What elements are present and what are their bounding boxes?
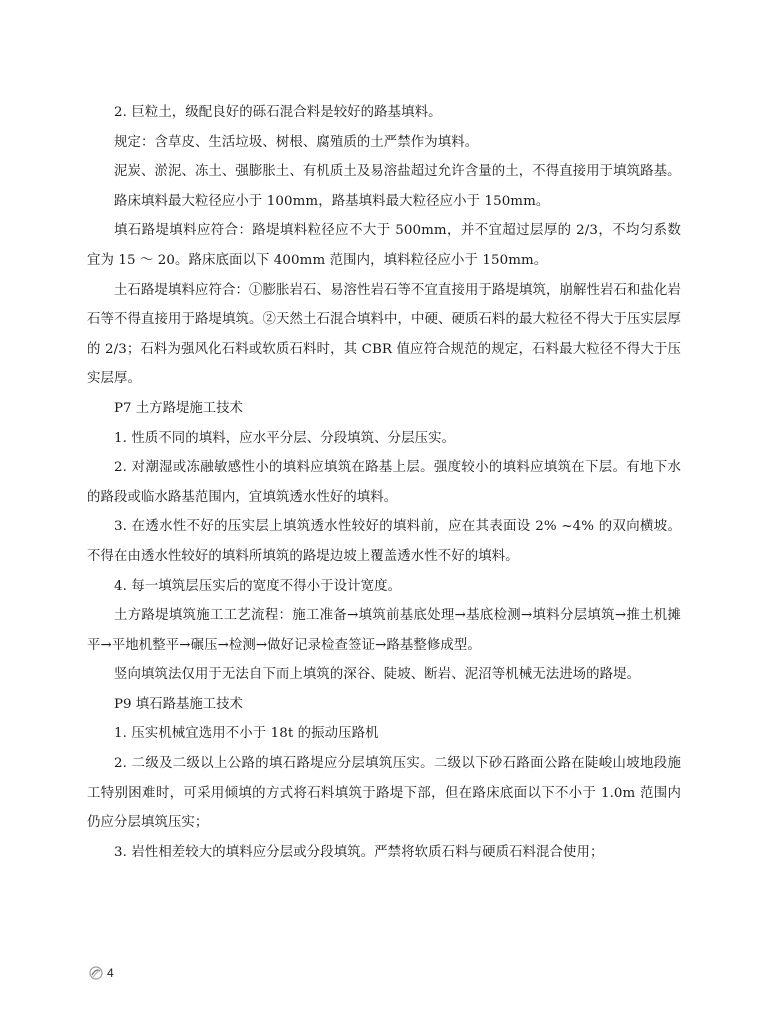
paragraph: 4. 每一填筑层压实后的宽度不得小于设计宽度。	[114, 578, 402, 594]
page-number: 4	[107, 966, 114, 980]
paragraph: 路床填料最大粒径应小于 100mm，路基填料最大粒径应小于 150mm。	[114, 193, 550, 209]
paragraph: 竖向填筑法仅用于无法自下而上填筑的深谷、陡坡、断岩、泥沼等机械无法进场的路堤。	[114, 667, 641, 683]
paragraph: 1. 性质不同的填料，应水平分层、分段填筑、分层压实。	[114, 430, 456, 446]
paragraph: 填石路堤填料应符合：路堤填料粒径应不大于 500mm，并不宜超过层厚的 2/3，不均匀系数宜为 15 ～ 20。路床底面以下 400mm 范围内，填料粒径应小于 150mm。	[87, 223, 681, 268]
paragraph: 2. 巨粒土，级配良好的砾石混合料是较好的路基填料。	[114, 105, 442, 120]
paragraph: 2. 二级及二级以上公路的填石路堤应分层填筑压实。二级以下砂石路面公路在陡峻山坡地段施工特别困难时，可采用倾填的方式将石料填筑于路堤下部，但在路床底面以下不小于 1.0m 范围内仍应分层填筑压实；	[87, 756, 681, 831]
paragraph: 泥炭、淤泥、冻土、强膨胀土、有机质土及易溶盐超过允许含量的土，不得直接用于填筑路基。	[114, 164, 681, 180]
paragraph: 土方路堤填筑施工工艺流程：施工准备→填筑前基底处理→基底检测→填料分层填筑→推土机摊平→平地机整平→碾压→检测→做好记录检查签证→路基整修成型。	[87, 608, 681, 653]
document-body	[87, 98, 681, 867]
paragraph: 2. 对潮湿或冻融敏感性小的填料应填筑在路基上层。强度较小的填料应填筑在下层。有地下水的路段或临水路基范围内，宜填筑透水性好的填料。	[87, 460, 681, 505]
paragraph: 规定：含草皮、生活垃圾、树根、腐殖质的土严禁作为填料。	[114, 134, 479, 150]
paragraph: 3. 岩性相差较大的填料应分层或分段填筑。严禁将软质石料与硬质石料混合使用；	[114, 844, 604, 860]
section-heading: P9 填石路基施工技术	[114, 696, 243, 712]
paragraph: 3. 在透水性不好的压实层上填筑透水性较好的填料前，应在其表面设 2% ~4% 的双向横坡。不得在由透水性较好的填料所填筑的路堤边坡上覆盖透水性不好的填料。	[87, 519, 681, 564]
paragraph: 土石路堤填料应符合：①膨胀岩石、易溶性岩石等不宜直接用于路堤填筑，崩解性岩石和盐化岩石等不得直接用于路堤填筑。②天然土石混合填料中，中硬、硬质石料的最大粒径不得大于压实层厚的 2/3；石料为强风化石料或软质石料时，其 CBR 值应符合规范的规定，石料最大粒径不得大于压实层厚。	[87, 282, 681, 387]
paragraph: 1. 压实机械宜选用不小于 18t 的振动压路机	[114, 726, 379, 742]
page-footer	[89, 966, 114, 980]
publisher-logo-icon	[89, 966, 103, 980]
section-heading: P7 土方路堤施工技术	[114, 400, 243, 416]
